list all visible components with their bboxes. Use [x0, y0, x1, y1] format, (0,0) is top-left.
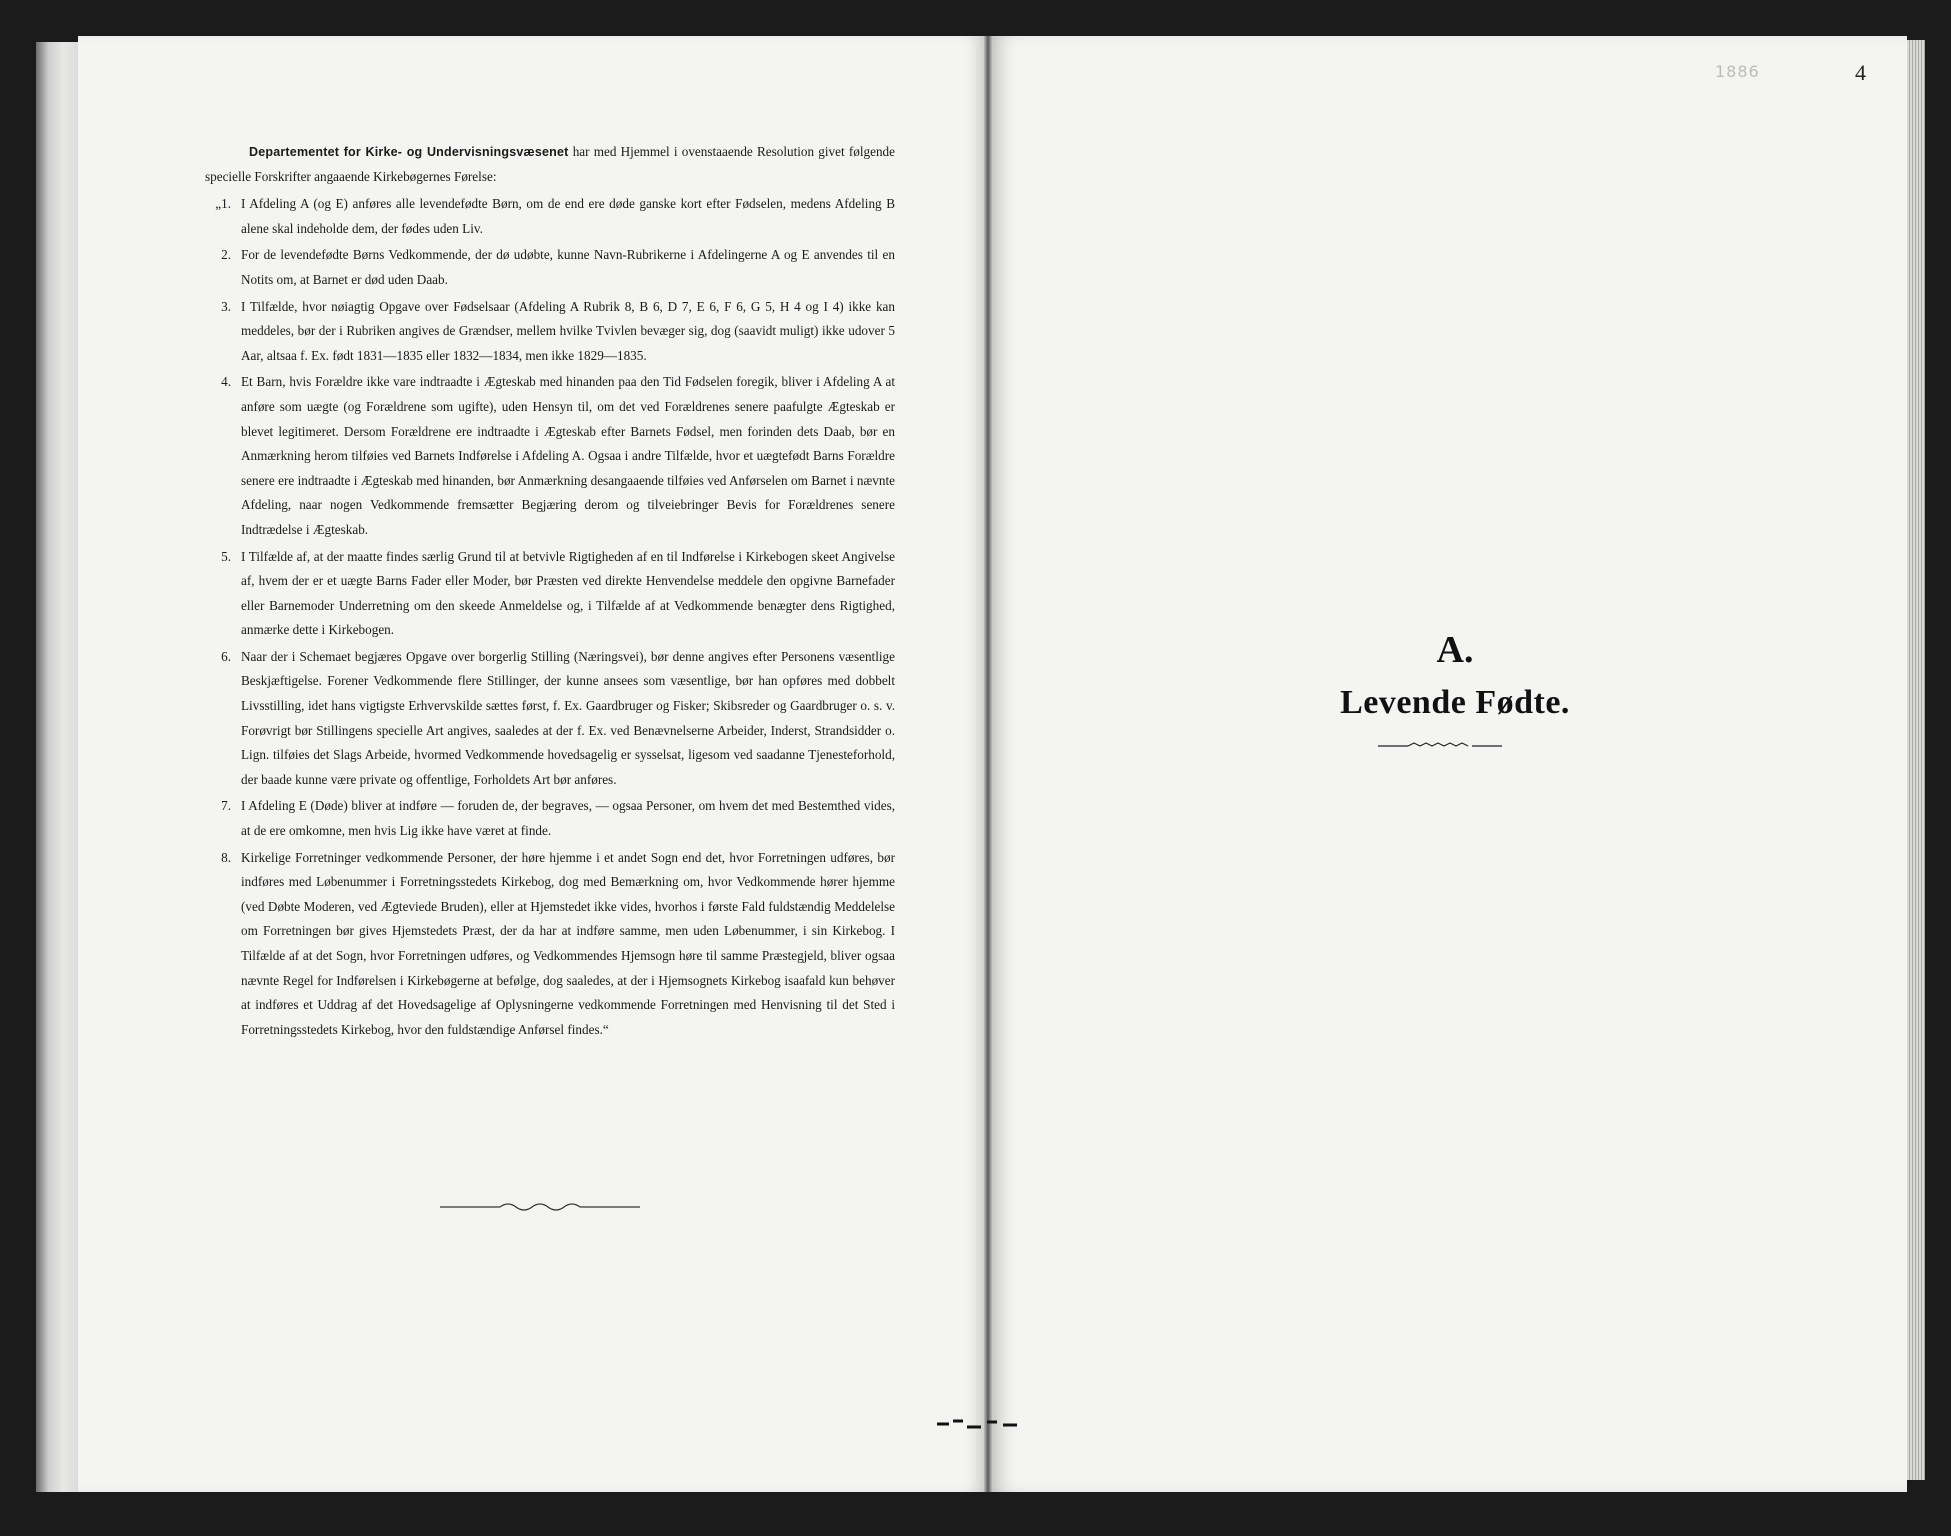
- rule-number: 3.: [221, 298, 231, 314]
- rule-text: I Tilfælde, hvor nøiagtig Opgave over Fødselsaar (Afdeling A Rubrik 8, B 6, D 7, E 6, F 6, G 5, H 4 og I 4) ikke kan meddeles, bør der i Rubriken angives de Grændser, mellem hvilke Tvivlen bevæger sig, dog (saavidt muligt) ikke udover 5 Aar, altsaa f. Ex. født 1831—1835 eller 1832—1834, men ikke 1829—1835.: [241, 298, 895, 363]
- rule-item: [205, 645, 895, 793]
- rule-number: 7.: [221, 798, 231, 814]
- rule-text: Et Barn, hvis Forældre ikke vare indtraadte i Ægteskab med hinanden paa den Tid Fødselen foregik, bliver i Afdeling A at anføre som uægte (og Forældrene som ugifte), uden Hensyn til, om det ved Forældrenes senere paafulgte Ægteskab er blevet legitimeret. Dersom Forældrene ere indtraadte i Ægteskab efter Barnets Fødsel, men forinden dets Daab, bør en Anmærkning herom tilføies ved Barnets Indførelse i Afdeling A. Ogsaa i andre Tilfælde, hvor et uægtefødt Barns Forældre senere ere indtraadte i Ægteskab med hinanden, bør Anmærkning desangaaende tilføies ved Anførselen om Barnet i nævnte Afdeling, naar nogen Vedkommende fremsætter Begjæring derom og tilveiebringer Bevis for Forældrenes senere Indtrædelse i Ægteskab.: [241, 374, 895, 537]
- rule-number: 4.: [221, 374, 231, 390]
- section-letter: A.: [1436, 629, 1474, 671]
- rule-text: I Afdeling E (Døde) bliver at indføre — foruden de, der begraves, — ogsaa Personer, om hvem det med Bestemthed vides, at de ere omkomne, men hvis Lig ikke have været at finde.: [241, 798, 895, 839]
- book-right-edge: [1907, 40, 1925, 1480]
- intro-text: har med Hjemmel i ovenstaaende Resolution givet følgende specielle Forskrifter angaaende Kirkebøgernes Førelse:: [205, 144, 895, 184]
- rule-text: Kirkelige Forretninger vedkommende Personer, der høre hjemme i et andet Sogn end det, hvor Forretningen udføres, bør indføres med Løbenummer i Forretningsstedets Kirkebog, dog med Bemærkning om, hvor Vedkommende hører hjemme (ved Døbte Moderen, ved Ægteviede Bruden), eller at Hjemstedet ikke vides, hvorhos i første Fald fuldstændig Meddelelse om Forretningen bør gives Hjemstedets Præst, der da har at indføre samme, men uden Løbenummer, i sin Kirkebog. I Tilfælde af at det Sogn, hvor Forretningen udføres, og Vedkommendes Hjemsogn høre til samme Præstegjeld, bliver ogsaa nævnte Regel for Indførelsen i Kirkebøgerne at befølge, dog saaledes, at der i Hjemsognets Kirkebog isaafald kun behøver at indføres et Uddrag af det Hovedsagelige af Oplysningerne vedkommende Forretningen med Henvisning til det Sted i Forretningsstedets Kirkebog, hvor den fuldstændige Anførsel findes.“: [241, 849, 895, 1037]
- regulations-text: [205, 140, 895, 1044]
- section-title: Levende Fødte.: [1340, 684, 1570, 721]
- rule-text: I Tilfælde af, at der maatte findes særlig Grund til at betvivle Rigtigheden af en til Indførelse i Kirkebogen skeet Angivelse af, hvem der er et uægte Barns Fader eller Moder, bør Præsten ved direkte Henvendelse meddele den opgivne Barnefader eller Barnemoder Underretning om den skeede Anmeldelse og, i Tilfælde af at Vedkommende benægter dens Rigtighed, anmærke dette i Kirkebogen.: [241, 548, 895, 638]
- rule-text: I Afdeling A (og E) anføres alle levendefødte Børn, om de end ere døde ganske kort efter Fødselen, medens Afdeling B alene skal indeholde dem, der fødes uden Liv.: [241, 196, 895, 236]
- intro-paragraph: [205, 140, 895, 189]
- right-page: [992, 36, 1907, 1492]
- rule-number: „1.: [215, 196, 231, 212]
- rule-number: 2.: [221, 247, 231, 263]
- rule-text: For de levendefødte Børns Vedkommende, der dø udøbte, kunne Navn-Rubrikerne i Afdelingerne A og E anvendes til en Notits om, at Barnet er død uden Daab.: [241, 247, 895, 287]
- rule-item: [205, 545, 895, 643]
- right-ornament-flourish: [1378, 740, 1502, 752]
- department-name: Departementet for Kirke- og Undervisningsvæsenet: [249, 145, 569, 159]
- pencil-year-note: 1886: [1715, 62, 1760, 81]
- rule-number: 5.: [221, 548, 231, 564]
- page-number: 4: [1855, 60, 1866, 85]
- left-ornament-flourish: [440, 1200, 640, 1214]
- rule-item: [205, 295, 895, 369]
- rule-item: [205, 794, 895, 843]
- rule-item: [205, 846, 895, 1043]
- rule-item: [205, 192, 895, 241]
- book-gutter: [984, 36, 992, 1492]
- rule-item: [205, 370, 895, 542]
- rule-text: Naar der i Schemaet begjæres Opgave over borgerlig Stilling (Næringsvei), bør denne angives efter Personens væsentlige Beskjæftigelse. Forener Vedkommende flere Stillinger, der kunne ansees som væsentlige, bør han opføres med dobbelt Livsstilling, idet hans vigtigste Erhvervskilde sættes først, f. Ex. Gaardbruger og Fisker; Skibsreder og Gaardbruger o. s. v. Forøvrigt bør Stillingens specielle Art angives, saaledes at der f. Ex. ved Benævnelserne Arbeider, Inderst, Strandsidder o. Lign. tilføies det Slags Arbeide, hvormed Vedkommende hovedsagelig er sysselsat, ligesom ved saadanne Tjenesteforhold, der baade kunne være private og offentlige, Forholdets Art bør anføres.: [241, 648, 895, 787]
- rule-item: [205, 243, 895, 292]
- rules-list: [205, 192, 895, 1042]
- rule-number: 8.: [221, 849, 231, 865]
- gutter-ink-marks: [935, 1416, 1035, 1432]
- rule-number: 6.: [221, 648, 231, 664]
- book-left-edge: [36, 42, 78, 1492]
